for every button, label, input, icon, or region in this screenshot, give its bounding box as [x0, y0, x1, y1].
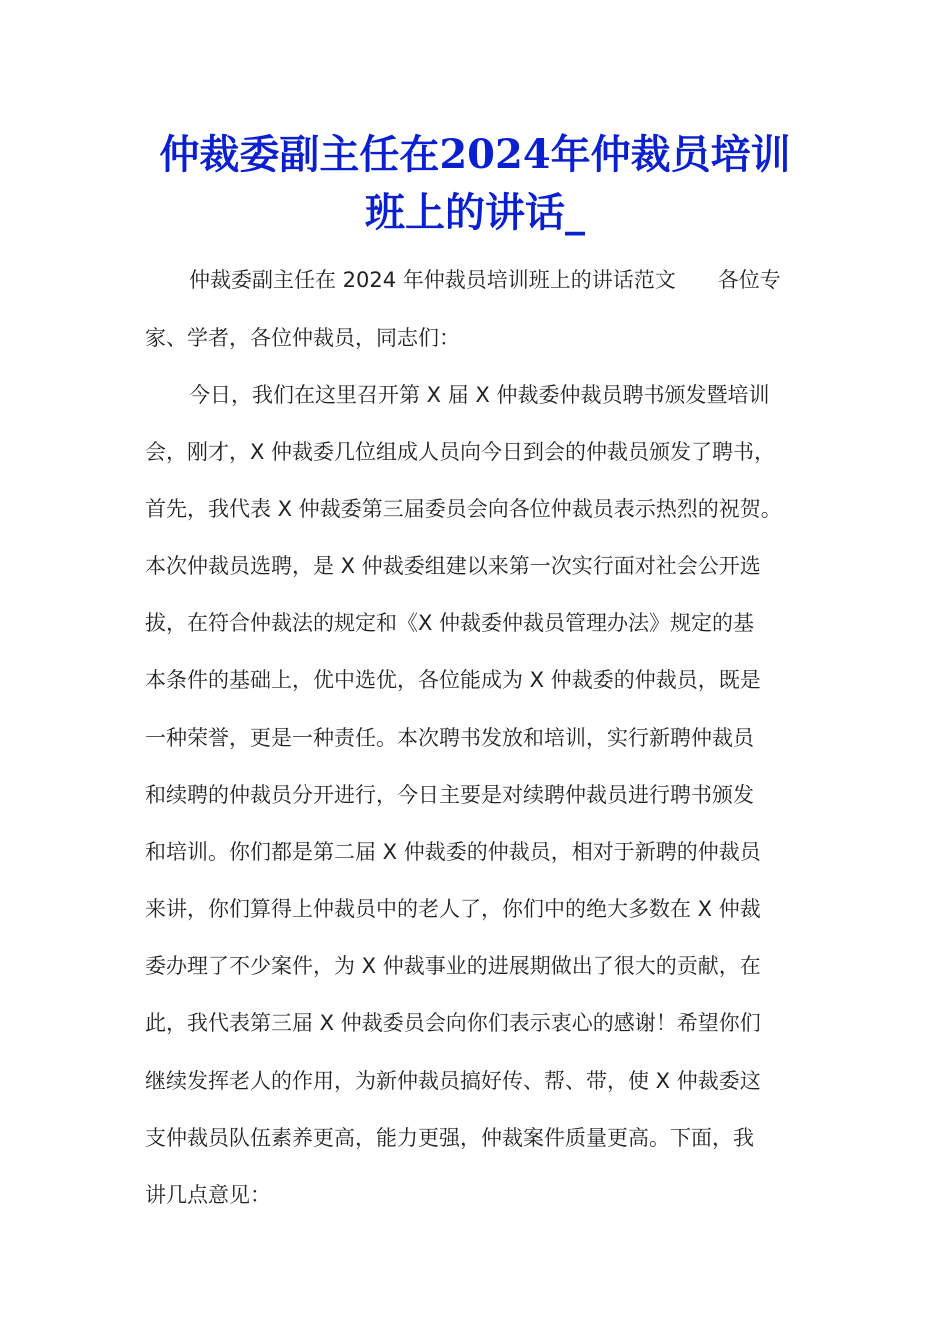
- body-line-16: 支仲裁员队伍素养更高，能力更强，仲裁案件质量更高。下面，我: [145, 1126, 754, 1150]
- body-line-8: 本条件的基础上，优中选优，各位能成为 X 仲裁委的仲裁员，既是: [145, 668, 761, 692]
- body-line-13: 委办理了不少案件，为 X 仲裁事业的进展期做出了很大的贡献，在: [145, 954, 761, 978]
- body-line-4: 会，刚才，X 仲裁委几位组成人员向今日到会的仲裁员颁发了聘书，: [145, 440, 776, 464]
- body-line-3: 今日，我们在这里召开第 X 届 X 仲裁委仲裁员聘书颁发暨培训: [189, 383, 770, 407]
- body-line-17: 讲几点意见：: [145, 1183, 271, 1207]
- body-line-11: 和培训。你们都是第二届 X 仲裁委的仲裁员，相对于新聘的仲裁员: [145, 840, 761, 864]
- body-line-9: 一种荣誉，更是一种责任。本次聘书发放和培训，实行新聘仲裁员: [145, 726, 754, 750]
- body-line-14: 此，我代表第三届 X 仲裁委员会向你们表示衷心的感谢！希望你们: [145, 1011, 761, 1035]
- body-line-12: 来讲，你们算得上仲裁员中的老人了，你们中的绝大多数在 X 仲裁: [145, 897, 761, 921]
- body-line-15: 继续发挥老人的作用，为新仲裁员搞好传、帮、带，使 X 仲裁委这: [145, 1069, 761, 1093]
- document-title-line-1: 仲裁委副主任在2024年仲裁员培训: [159, 131, 791, 178]
- body-line-6: 本次仲裁员选聘，是 X 仲裁委组建以来第一次实行面对社会公开选: [145, 554, 761, 578]
- body-line-1: 仲裁委副主任在 2024 年仲裁员培训班上的讲话范文 各位专: [189, 268, 781, 292]
- body-line-10: 和续聘的仲裁员分开进行，今日主要是对续聘仲裁员进行聘书颁发: [145, 783, 754, 807]
- body-line-7: 拔，在符合仲裁法的规定和《X 仲裁委仲裁员管理办法》规定的基: [145, 611, 755, 635]
- body-line-5: 首先，我代表 X 仲裁委第三届委员会向各位仲裁员表示热烈的祝贺。: [145, 497, 782, 521]
- document-title-line-2: 班上的讲话_: [365, 189, 585, 236]
- body-line-2: 家、学者，各位仲裁员，同志们：: [145, 326, 460, 350]
